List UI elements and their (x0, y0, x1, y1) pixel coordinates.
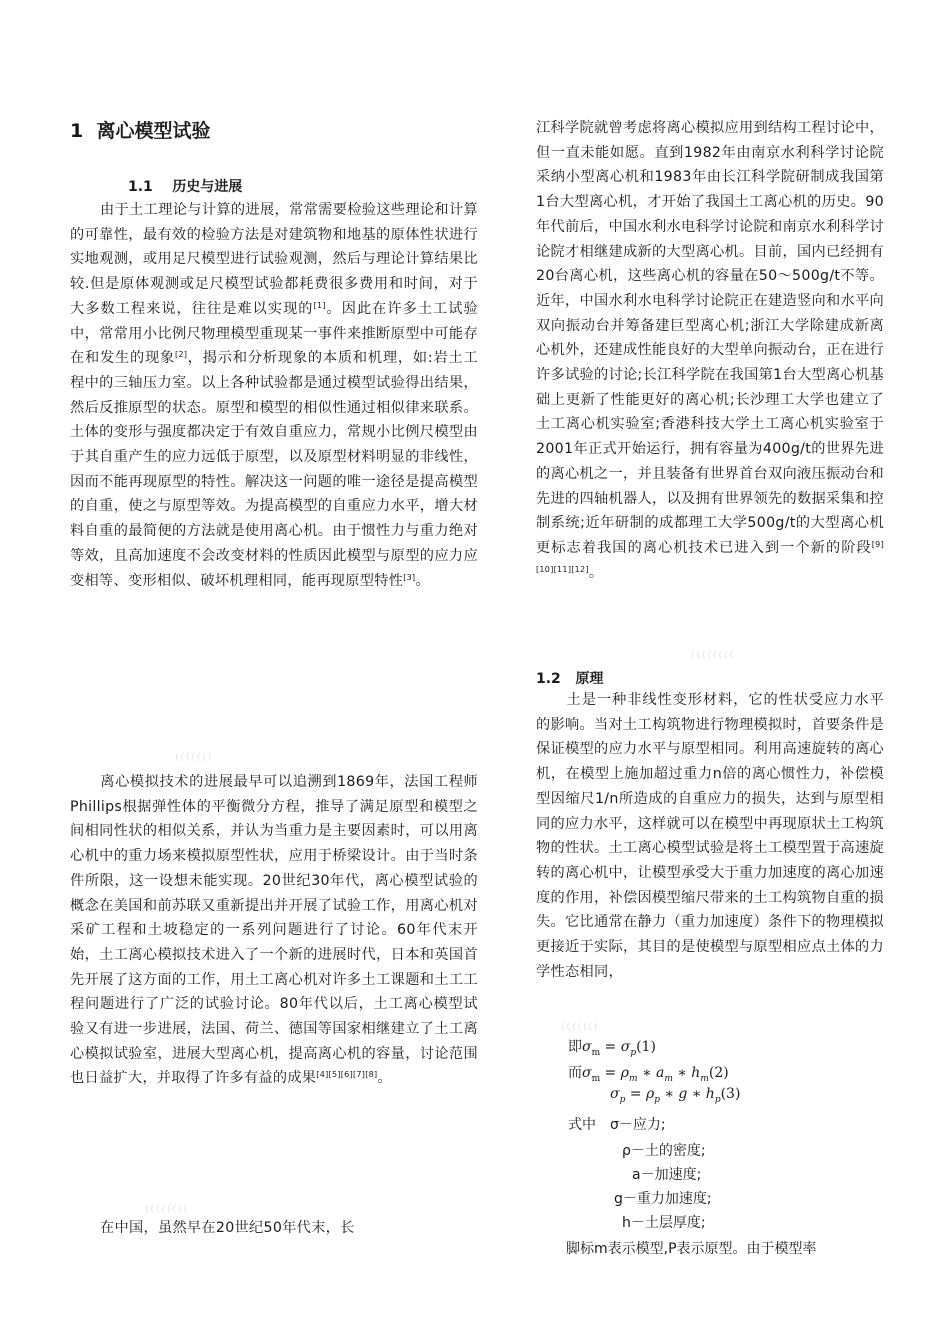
paragraph-text: 土是一种非线性变形材料，它的性状受应力水平的影响。当对土工构筑物进行物理模拟时，首要条件是保证模型的应力水平与原型相同。利用高速旋转的离心机，在模型上施加超过重力n倍的离心惯性力，补偿模型因缩尺1/n所造成的自重应力的损失，达到与原型相同的应力水平，这样就可以在模型中再现原状土工构筑物的性状。土工离心模型试验是将土工模型置于高速旋转的离心机中，让模型承受大于重力加速度的离心加速度的作用，补偿因模型缩尺带来的土工构筑物自重的损失。它比通常在静力（重力加速度）条件下的物理模拟更接近于实际，其目的是使模型与原型相应点土体的力学性态相同， (536, 692, 884, 980)
paragraph-history-3 (70, 1216, 478, 1241)
paragraph-text: 由于土工理论与计算的进展，常常需要检验这些理论和计算的可靠性，最有效的检验方法是对建筑物和地基的原体性状进行实地观测，或用足尺模型进行试验观测，然后与理论计算结果比较.但是原体观测或足尺模型试验都耗费很多费用和时间，对于大多数工程来说，往往是难以实现的 (70, 202, 478, 317)
faint-mark: （（（（（（（ (170, 753, 214, 763)
citation: [1] (313, 300, 326, 310)
citation: [9][10][11][12] (536, 539, 884, 574)
paragraph-end: 。 (377, 1070, 392, 1087)
paragraph-text: 。因此在许多土工试验中，常常用小比例尺物理模型重现某一事件来推断原型中可能存在和发生的现象 (70, 300, 478, 367)
equation-number: (2) (708, 1065, 729, 1081)
citation: [4][5][6][7][8] (316, 1070, 378, 1080)
paragraph-text: 江科学院就曾考虑将离心模拟应用到结构工程讨论中，但一直未能如愿。直到1982年由南京水利科学讨论院采纳小型离心机和1983年由长江科学院研制成我国第1台大型离心机，才开始了我国土工离心机的历史。90年代前后，中国水利水电科学讨论院和南京水利科学讨论院才相继建成新的大型离心机。目前，国内已经拥有20台离心机，这些离心机的容量在50～500g/t不等。近年，中国水利水电科学讨论院正在建造竖向和水平向双向振动台并筹备建巨型离心机;浙江大学除建成新离心机外，还建成性能良好的大型单向振动台，正在进行许多试验的讨论;长江科学院在我国第1台大型离心机基础上更新了性能更好的离心机;长沙理工大学也建立了土工离心机实验室;香港科技大学土工离心机实验室于2001年正式开始运行，拥有容量为400g/t的世界先进的离心机之一，并且装备有世界首台双向液压振动台和先进的四轴机器人，以及拥有世界领先的数据采集和控制系统;近年研制的成都理工大学500g/t的大型离心机更标志着我国的离心机技术已进入到一个新的阶段 (536, 120, 884, 556)
paragraph-history-continued (536, 116, 884, 585)
equation-3: $\sigma_p = \rho_p$ ∗ g ∗ $h_p(3)$ (610, 1086, 741, 1105)
section-heading (70, 116, 210, 143)
subsection-title: 历史与进展 (172, 179, 243, 195)
section-title: 离心模型试验 (96, 120, 211, 142)
paragraph-end: 。 (588, 564, 604, 581)
subsection-number: 1.1 (128, 179, 153, 195)
equation-prefix: 而 (568, 1065, 582, 1081)
subsection-heading-1-2 (536, 668, 603, 688)
definition-thickness: h－土层厚度; (622, 1215, 706, 1231)
paragraph-history-1 (70, 198, 478, 593)
faint-mark: （（（（（（（（ (140, 1205, 189, 1215)
faint-mark: （（（（（（（ (556, 1023, 600, 1033)
definition-acceleration: a－加速度; (632, 1167, 702, 1183)
subsection-title: 原理 (575, 671, 604, 687)
paragraph-text: 在中国，虽然早在20世纪50年代末，长 (100, 1220, 355, 1236)
paragraph-subscript-note: 脚标m表示模型,P表示原型。由于模型率 (566, 1241, 817, 1257)
subsection-number: 1.2 (536, 671, 561, 687)
equation-number: (1) (636, 1039, 656, 1055)
citation: [3] (403, 572, 416, 582)
definition-stress: σ－应力; (610, 1117, 666, 1133)
subsection-heading-1-1 (128, 176, 242, 196)
faint-mark: （（（（（（（（ (686, 651, 735, 661)
paragraph-text: ，揭示和分析现象的本质和机理，如:岩土工程中的三轴压力室。以上各种试验都是通过模型试验得出结果，然后反推原型的状态。原型和模型的相似性通过相似律来联系。土体的变形与强度都决定于有效自重应力，常规小比例尺模型由于其自重产生的应力远低于原型，以及原型材料明显的非线性，因而不能再现原型的特性。解决这一问题的唯一途径是提高模型的自重，使之与原型等效。为提高模型的自重应力水平，增大材料自重的最简便的方法就是使用离心机。由于惯性力与重力绝对等效，且高加速度不会改变材料的性质因此模型与原型的应力应变相等、变形相似、破坏机理相同，能再现原型特性 (70, 350, 478, 589)
definition-gravity: g－重力加速度; (614, 1191, 712, 1207)
equation-prefix: 即 (568, 1039, 582, 1055)
paragraph-history-2 (70, 770, 478, 1091)
equation-number: (3) (720, 1086, 741, 1102)
section-number: 1 (70, 120, 84, 142)
paragraph-end: 。 (415, 572, 430, 589)
definition-density: ρ－土的密度; (622, 1143, 706, 1159)
equation-1: 即$\sigma_m = \sigma_p(1)$ (568, 1039, 656, 1058)
equation-2: 而$\sigma_m = \rho_m$ ∗ $a_m$ ∗ $h_m(2)$ (568, 1065, 729, 1084)
where-label: 式中 (568, 1117, 596, 1133)
paragraph-principle (536, 688, 884, 984)
paragraph-text: 离心模拟技术的进展最早可以追溯到1869年，法国工程师Phillips根据弹性体的平衡微分方程，推导了满足原型和模型之间相同性状的相似关系，并认为当重力是主要因素时，可以用离心机中的重力场来模拟原型性状，应用于桥梁设计。由于当时条件所限，这一设想未能实现。20世纪30年代，离心模型试验的概念在美国和前苏联又重新提出并开展了试验工作，用离心机对采矿工程和土坡稳定的一系列问题进行了讨论。60年代末开始，土工离心模拟技术进入了一个新的进展时代，日本和英国首先开展了这方面的工作，用土工离心机对许多土工课题和土工工程问题进行了广泛的试验讨论。80年代以后，土工离心模型试验又有进一步进展，法国、荷兰、德国等国家相继建立了土工离心模拟试验室，进展大型离心机，提高离心机的容量，讨论范围也日益扩大，并取得了许多有益的成果 (70, 774, 478, 1087)
citation: [2] (175, 350, 188, 360)
